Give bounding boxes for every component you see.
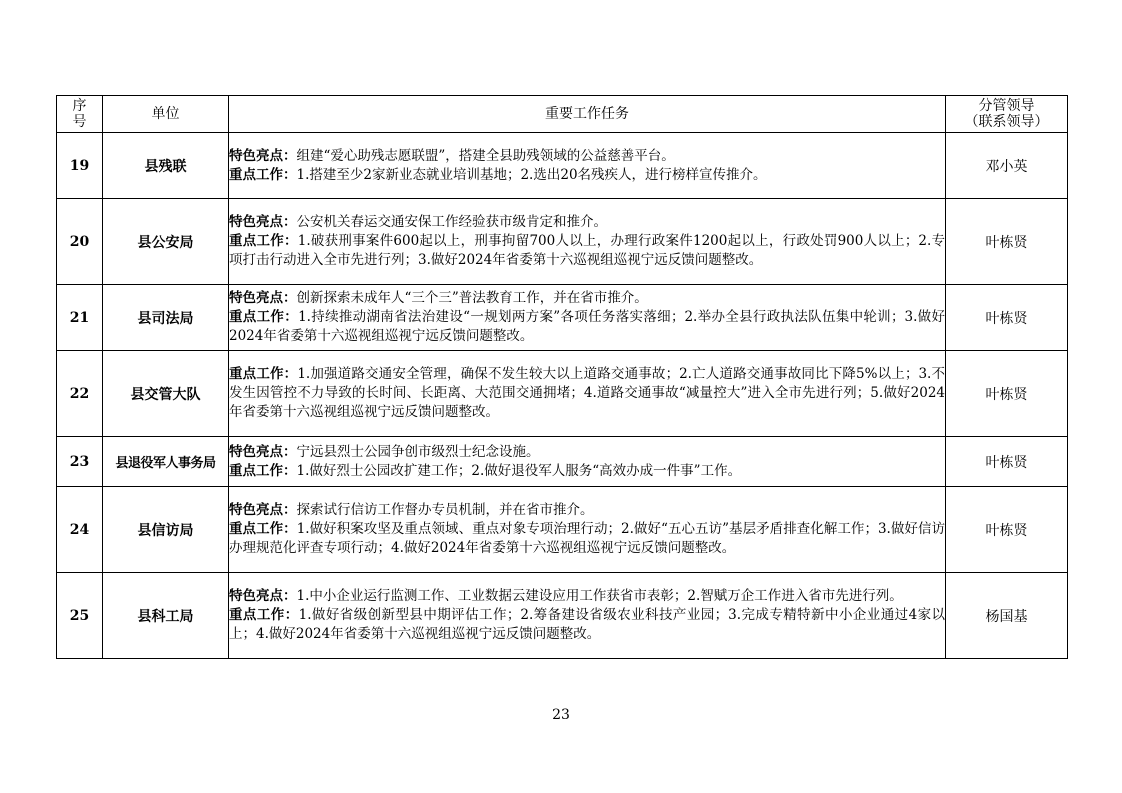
row-number: 21 [57, 285, 103, 351]
table-row [57, 199, 1068, 285]
task-line [229, 443, 945, 462]
row-leader: 叶栋贤 [946, 437, 1068, 487]
row-leader: 杨国基 [946, 573, 1068, 659]
task-text: 公安机关春运交通安保工作经验获市级肯定和推介。 [296, 214, 607, 230]
task-text: 1.加强道路交通安全管理，确保不发生较大以上道路交通事故；2.亡人道路交通事故同比下降5%以上；3.不发生因管控不力导致的长时间、长距离、大范围交通拥堵；4.道路交通事故“减量控大”进入全市先进行列；5.做好2024年省委第十六巡视组巡视宁远反馈问题整改。 [229, 366, 945, 420]
task-label: 重点工作： [229, 521, 297, 537]
row-unit: 县退役军人事务局 [103, 437, 229, 487]
task-text: 1.搭建至少2家新业态就业培训基地；2.选出20名残疾人，进行榜样宣传推介。 [296, 166, 767, 183]
task-text: 1.中小企业运行监测工作、工业数据云建设应用工作获省市表彰；2.智赋万企工作进入省市先进行列。 [296, 588, 903, 604]
row-leader: 叶栋贤 [946, 199, 1068, 285]
row-leader: 邓小英 [946, 133, 1068, 199]
page-number: 23 [552, 707, 570, 723]
table-row [57, 285, 1068, 351]
row-leader: 叶栋贤 [946, 285, 1068, 351]
work-task-table [56, 95, 1068, 659]
task-line [229, 308, 945, 346]
task-line [229, 520, 945, 558]
row-leader: 叶栋贤 [946, 351, 1068, 437]
task-line [229, 232, 945, 270]
task-text: 1.做好省级创新型县中期评估工作；2.筹备建设省级农业科技产业园；3.完成专精特新中小企业通过4家以上；4.做好2024年省委第十六巡视组巡视宁远反馈问题整改。 [229, 607, 946, 642]
table-row [57, 573, 1068, 659]
row-leader: 叶栋贤 [946, 487, 1068, 573]
row-unit: 县司法局 [103, 285, 229, 351]
task-label: 特色亮点： [229, 502, 297, 518]
task-label: 特色亮点： [229, 443, 297, 460]
task-label: 特色亮点： [229, 147, 297, 164]
table-row [57, 487, 1068, 573]
row-number: 19 [57, 133, 103, 199]
table-row [57, 437, 1068, 487]
task-line [229, 501, 945, 520]
table-row [57, 351, 1068, 437]
task-text: 组建“爱心助残志愿联盟”，搭建全县助残领域的公益慈善平台。 [296, 147, 675, 164]
task-label: 重点工作： [229, 607, 299, 623]
row-number: 24 [57, 487, 103, 573]
header-leader: 分管领导 （联系领导） [946, 96, 1068, 133]
task-line [229, 587, 945, 606]
task-text: 1.做好积案攻坚及重点领域、重点对象专项治理行动；2.做好“五心五访”基层矛盾排查化解工作；3.做好信访办理规范化评查专项行动；4.做好2024年省委第十六巡视组巡视宁远反馈问题整改。 [229, 521, 945, 556]
task-line [229, 213, 945, 232]
task-label: 重点工作： [229, 166, 297, 183]
header-important-tasks: 重要工作任务 [229, 96, 946, 133]
row-tasks [229, 573, 946, 659]
task-line [229, 462, 945, 481]
row-number: 20 [57, 199, 103, 285]
row-tasks [229, 285, 946, 351]
row-tasks [229, 133, 946, 199]
task-line [229, 147, 945, 166]
row-number: 25 [57, 573, 103, 659]
row-number: 23 [57, 437, 103, 487]
row-unit: 县交管大队 [103, 351, 229, 437]
task-text: 探索试行信访工作督办专员机制，并在省市推介。 [296, 502, 594, 518]
task-line [229, 606, 945, 644]
row-number: 22 [57, 351, 103, 437]
row-tasks [229, 487, 946, 573]
table-row [57, 133, 1068, 199]
header-serial-number: 序 号 [57, 96, 103, 133]
row-unit: 县残联 [103, 133, 229, 199]
row-tasks [229, 437, 946, 487]
task-line [229, 365, 945, 422]
task-line [229, 166, 945, 185]
header-unit: 单位 [103, 96, 229, 133]
task-text: 1.做好烈士公园改扩建工作；2.做好退役军人服务“高效办成一件事”工作。 [296, 462, 742, 479]
task-line [229, 289, 945, 308]
row-unit: 县公安局 [103, 199, 229, 285]
task-text: 宁远县烈士公园争创市级烈士纪念设施。 [296, 443, 540, 460]
task-text: 创新探索未成年人“三个三”普法教育工作，并在省市推介。 [296, 290, 648, 306]
task-label: 重点工作： [229, 462, 297, 479]
task-label: 特色亮点： [229, 290, 297, 306]
task-label: 重点工作： [229, 366, 298, 382]
row-tasks [229, 351, 946, 437]
row-unit: 县科工局 [103, 573, 229, 659]
task-label: 重点工作： [229, 233, 298, 249]
task-text: 1.持续推动湖南省法治建设“一规划两方案”各项任务落实落细；2.举办全县行政执法队伍集中轮训；3.做好2024年省委第十六巡视组巡视宁远反馈问题整改。 [229, 309, 945, 344]
task-label: 特色亮点： [229, 588, 297, 604]
task-text: 1.破获刑事案件600起以上，刑事拘留700人以上，办理行政案件1200起以上，行政处罚900人以上；2.专项打击行动进入全市先进行列；3.做好2024年省委第十六巡视组巡视宁远反馈问题整改。 [229, 233, 946, 268]
row-tasks [229, 199, 946, 285]
task-label: 重点工作： [229, 309, 299, 325]
row-unit: 县信访局 [103, 487, 229, 573]
table-header-row [57, 96, 1068, 133]
task-label: 特色亮点： [229, 214, 297, 230]
